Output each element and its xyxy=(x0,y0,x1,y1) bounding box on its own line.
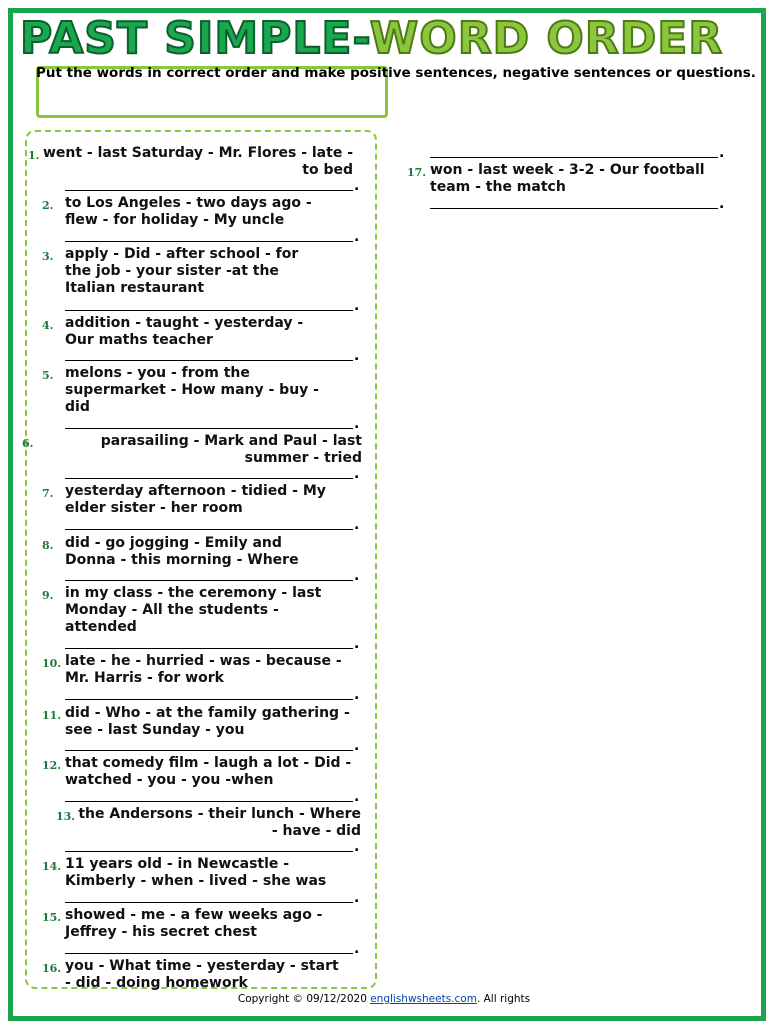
item-number: 4. xyxy=(42,319,54,332)
footer-link[interactable]: englishwsheets.com xyxy=(370,993,477,1005)
scrambled-words: 11 years old - in Newcastle - Kimberly - when - lived - she was xyxy=(65,856,327,889)
answer-line[interactable] xyxy=(65,953,353,954)
instructions-text: Put the words in correct order and make positive sentences, negative sentences or questions. xyxy=(36,65,756,81)
answer-period: . xyxy=(354,636,360,652)
copyright-footer xyxy=(0,993,768,1005)
item-number: 11. xyxy=(42,709,62,722)
answer-period: . xyxy=(354,941,360,957)
scrambled-words: yesterday afternoon - tidied - My elder sister - her room xyxy=(65,483,326,516)
item-number: 7. xyxy=(42,487,54,500)
item-number: 16. xyxy=(42,962,62,975)
item-number: 2. xyxy=(42,199,54,212)
scrambled-words: apply - Did - after school - for the job - your sister -at the Italian restaurant xyxy=(65,246,299,296)
answer-line[interactable] xyxy=(65,310,353,311)
item-number: 12. xyxy=(42,759,62,772)
scrambled-words: parasailing - Mark and Paul - last summer - tried xyxy=(100,433,362,466)
answer-period: . xyxy=(354,229,360,245)
scrambled-words: won - last week - 3-2 - Our football team - the match xyxy=(430,162,705,195)
item-number: 9. xyxy=(42,589,54,602)
answer-line[interactable] xyxy=(65,699,353,700)
answer-period: . xyxy=(354,517,360,533)
item-number: 13. xyxy=(56,810,76,823)
answer-period: . xyxy=(354,890,360,906)
answer-period: . xyxy=(354,348,360,364)
answer-period: . xyxy=(354,466,360,482)
footer-prefix: Copyright © 09/12/2020 xyxy=(237,993,371,1005)
answer-line[interactable] xyxy=(65,360,353,361)
answer-line[interactable] xyxy=(65,851,353,852)
answer-line[interactable] xyxy=(65,241,353,242)
item-number: 1. xyxy=(28,149,40,162)
item-number: 8. xyxy=(42,539,54,552)
answer-period: . xyxy=(354,298,360,314)
answer-period: . xyxy=(354,839,360,855)
scrambled-words: went - last Saturday - Mr. Flores - late - to bed xyxy=(42,145,353,178)
answer-line[interactable] xyxy=(65,580,353,581)
scrambled-words: the Andersons - their lunch - Where - have - did xyxy=(78,806,361,839)
answer-period: . xyxy=(354,178,360,194)
answer-line[interactable] xyxy=(65,478,353,479)
answer-period: . xyxy=(719,196,725,212)
answer-line[interactable] xyxy=(65,750,353,751)
answer-line[interactable] xyxy=(430,208,718,209)
scrambled-words: did - Who - at the family gathering - see - last Sunday - you xyxy=(65,705,350,738)
scrambled-words: melons - you - from the supermarket - How many - buy - did xyxy=(65,365,319,415)
worksheet-title xyxy=(20,8,723,70)
answer-line[interactable] xyxy=(65,428,353,429)
answer-line[interactable] xyxy=(430,157,718,158)
answer-line[interactable] xyxy=(65,529,353,530)
answer-line[interactable] xyxy=(65,902,353,903)
scrambled-words: did - go jogging - Emily and Donna - this morning - Where xyxy=(65,535,299,568)
scrambled-words: to Los Angeles - two days ago - flew - for holiday - My uncle xyxy=(65,195,312,228)
item-number: 10. xyxy=(42,657,62,670)
item-number: 15. xyxy=(42,911,62,924)
answer-period: . xyxy=(354,738,360,754)
answer-period: . xyxy=(354,687,360,703)
title-part-1: PAST SIMPLE- xyxy=(20,13,370,64)
scrambled-words: showed - me - a few weeks ago - Jeffrey - his secret chest xyxy=(65,907,323,940)
answer-line[interactable] xyxy=(65,190,353,191)
title-part-2: WORD ORDER xyxy=(369,13,724,64)
scrambled-words: late - he - hurried - was - because - Mr. Harris - for work xyxy=(65,653,342,686)
answer-period: . xyxy=(719,145,725,161)
scrambled-words: that comedy film - laugh a lot - Did - watched - you - you -when xyxy=(65,755,352,788)
answer-line[interactable] xyxy=(65,648,353,649)
item-number: 5. xyxy=(42,369,54,382)
scrambled-words: addition - taught - yesterday - Our maths teacher xyxy=(65,315,304,348)
item-number: 17. xyxy=(407,166,427,179)
answer-period: . xyxy=(354,416,360,432)
answer-period: . xyxy=(354,568,360,584)
footer-suffix: . All rights xyxy=(476,993,531,1005)
item-number: 14. xyxy=(42,860,62,873)
answer-period: . xyxy=(354,789,360,805)
scrambled-words: in my class - the ceremony - last Monday - All the students - attended xyxy=(65,585,322,635)
item-number: 3. xyxy=(42,250,54,263)
item-number: 6. xyxy=(22,437,34,450)
scrambled-words: you - What time - yesterday - start - did - doing homework xyxy=(65,958,339,991)
answer-line[interactable] xyxy=(65,801,353,802)
